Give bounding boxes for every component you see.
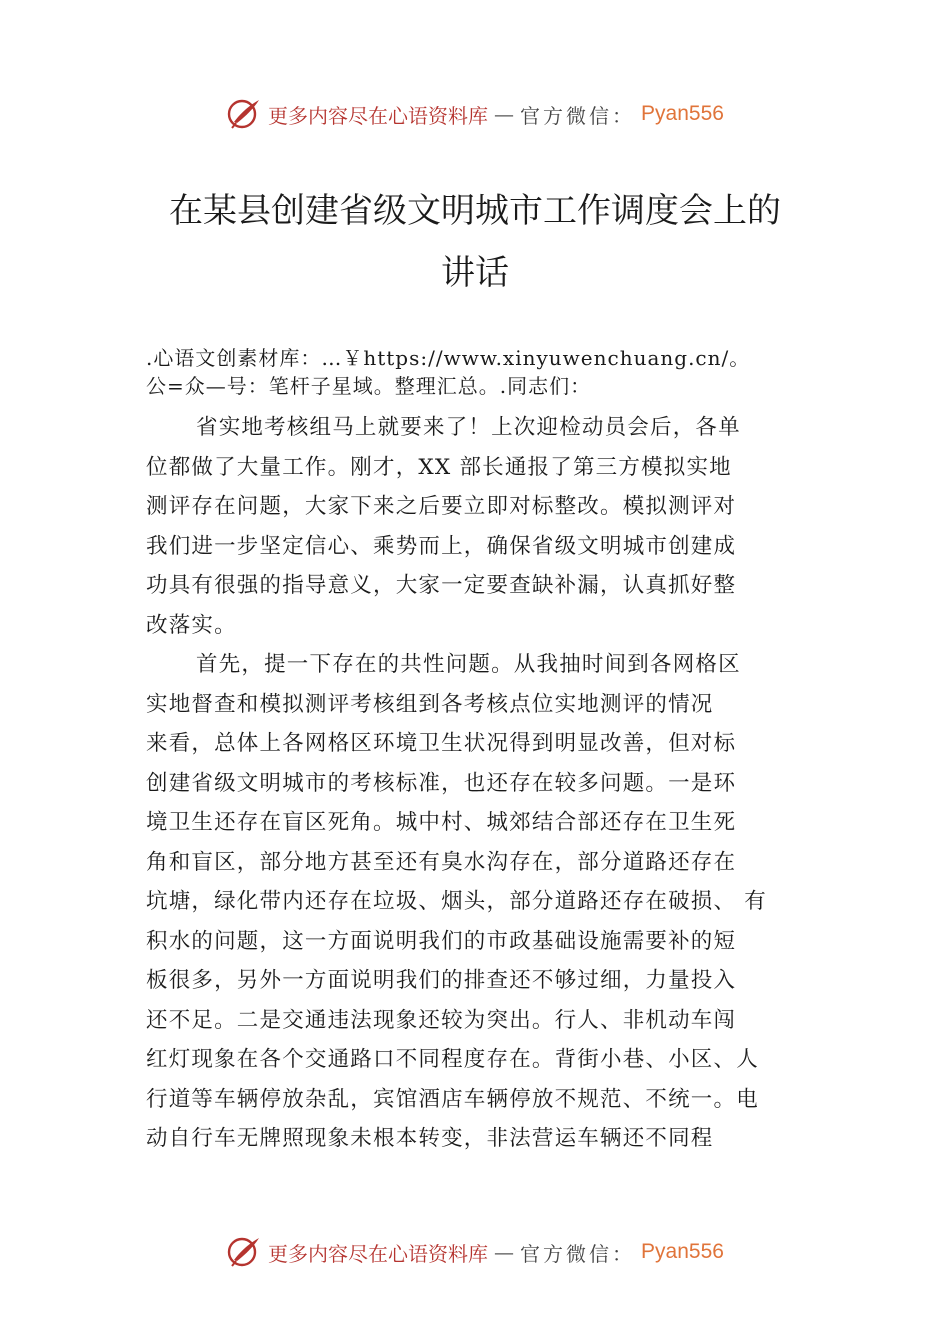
title-line: 讲话 (441, 253, 509, 293)
paragraph-line: 来看，总体上各网格区环境卫生状况得到明显改善，但对标 (146, 731, 737, 756)
banner-dash: — (494, 1240, 515, 1264)
banner-dash: — (494, 102, 515, 126)
paragraph-2 (146, 645, 818, 1159)
banner-wechat-label: 官方微信： (520, 1241, 636, 1266)
header-banner (0, 92, 950, 136)
paragraph-line: 积水的问题，这一方面说明我们的市政基础设施需要补的短 (146, 928, 737, 954)
paragraph-line: 功具有很强的指导意义，大家一定要查缺补漏，认真抓好整 (146, 573, 737, 598)
paragraph-line: 我们进一步坚定信心、乘势而上，确保省级文明城市创建成 (146, 533, 737, 559)
banner-wechat-account: Pyan556 (641, 1240, 724, 1263)
footer-banner (0, 1230, 950, 1274)
quill-logo-icon (226, 1234, 262, 1270)
paragraph-1 (146, 408, 818, 645)
banner-brand-text: 更多内容尽在心语资料库 (268, 103, 489, 128)
paragraph-line: 动自行车无牌照现象未根本转变，非法营运车辆还不同程 (146, 1126, 714, 1151)
document-body (146, 344, 818, 1159)
paragraph-line: 测评存在问题，大家下来之后要立即对标整改。模拟测评对 (146, 494, 737, 519)
banner-wechat-account: Pyan556 (641, 102, 724, 125)
paragraph-line: 创建省级文明城市的考核标准，也还存在较多问题。一是环 (146, 770, 737, 796)
paragraph-line: 板很多，另外一方面说明我们的排查还不够过细，力量投入 (146, 968, 737, 993)
paragraph-line: 坑塘，绿化带内还存在垃圾、烟头，部分道路还存在破损、 有 (146, 889, 767, 914)
quill-logo-icon (226, 96, 262, 132)
banner-wechat-label: 官方微信： (520, 103, 636, 128)
paragraph-line: 红灯现象在各个交通路口不同程度存在。背街小巷、小区、人 (146, 1047, 759, 1072)
paragraph-line: 改落实。 (146, 612, 237, 638)
paragraph-line: 行道等车辆停放杂乱，宾馆酒店车辆停放不规范、不统一。电 (146, 1086, 759, 1112)
document-title (100, 180, 850, 304)
paragraph-line: 境卫生还存在盲区死角。城中村、城郊结合部还存在卫生死 (146, 810, 737, 835)
paragraph-line: 首先，提一下存在的共性问题。从我抽时间到各网格区 (196, 652, 741, 677)
paragraph-line: 还不足。二是交通违法现象还较为突出。行人、非机动车闯 (146, 1007, 737, 1033)
paragraph-line: 省实地考核组马上就要来了！上次迎检动员会后，各单 (196, 415, 741, 440)
banner-brand-text: 更多内容尽在心语资料库 (268, 1241, 489, 1266)
title-line: 在某县创建省级文明城市工作调度会上的 (169, 191, 781, 231)
paragraph-line: 位都做了大量工作。刚才，XX 部长通报了第三方模拟实地 (146, 454, 732, 480)
paragraph-line: 角和盲区，部分地方甚至还有臭水沟存在，部分道路还存在 (146, 849, 737, 875)
paragraph-line: 实地督查和模拟测评考核组到各考核点位实地测评的情况 (146, 691, 714, 717)
source-line: .心语文创素材库：…￥https://www.xinyuwenchuang.cn/。 (146, 346, 751, 370)
source-line: 公=众—号：笔杆子星域。整理汇总。.同志们： (146, 374, 592, 398)
